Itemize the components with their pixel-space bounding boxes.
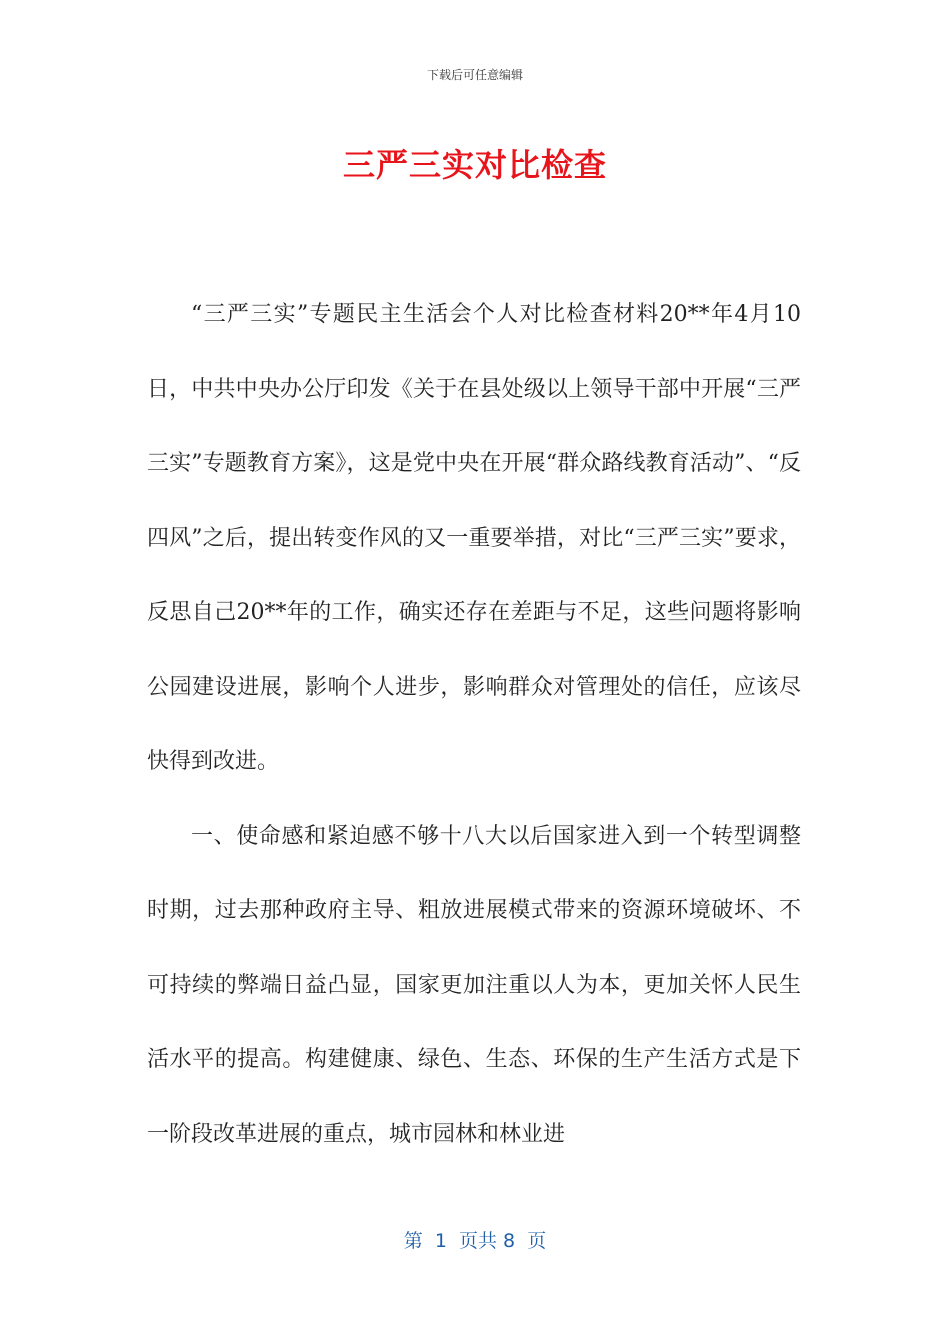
paragraph-section-one: 一、使命感和紧迫感不够十八大以后国家进入到一个转型调整时期，过去那种政府主导、粗放进展模式带来的资源环境破坏、不可持续的弊端日益凸显，国家更加注重以人为本，更加关怀人民生活水平的提高。构建健康、绿色、生态、环保的生产生活方式是下一阶段改革进展的重点，城市园林和林业进: [147, 823, 801, 1147]
document-body: [147, 278, 801, 1172]
page-footer: 第 1 页共 8 页: [403, 1230, 547, 1252]
header-note: 下载后可任意编辑: [426, 68, 523, 82]
paragraph-intro: “三严三实”专题民主生活会个人对比检查材料20**年4月10日，中共中央办公厅印发《关于在县处级以上领导干部中开展“三严三实”专题教育方案》，这是党中央在开展“群众路线教育活动”、“反四风”之后，提出转变作风的又一重要举措，对比“三严三实”要求，反思自己20**年的工作，确实还存在差距与不足，这些问题将影响公园建设进展，影响个人进步，影响群众对管理处的信任，应该尽快得到改进。: [147, 302, 801, 774]
document-title: 三严三实对比检查: [342, 146, 607, 184]
